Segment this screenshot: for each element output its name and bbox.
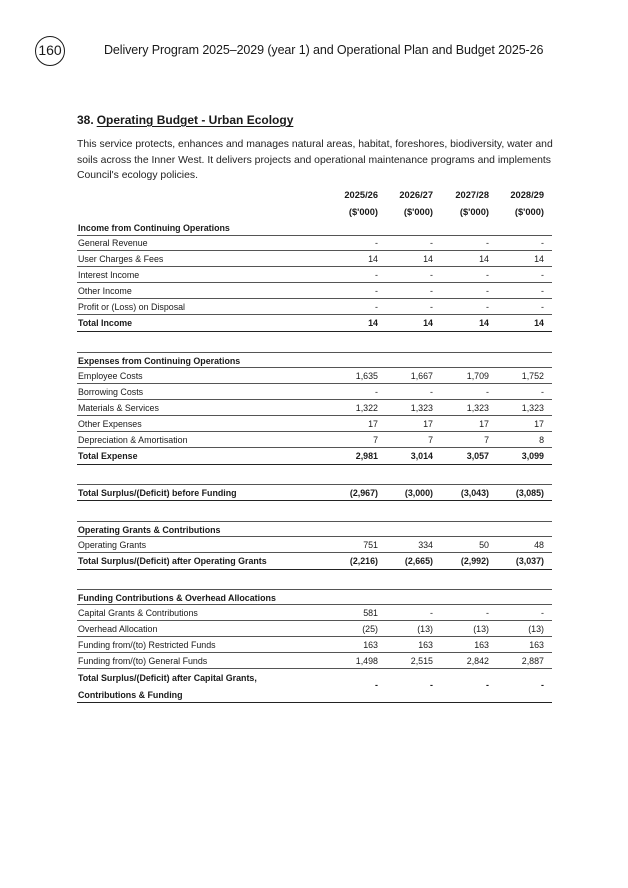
column-header-2026-27: 2026/27 ($'000)	[399, 190, 433, 217]
expenses-section-heading: Expenses from Continuing Operations	[77, 352, 552, 368]
funding-section-heading: Funding Contributions & Overhead Allocations	[77, 589, 552, 605]
table-row: Depreciation & Amortisation 7 7 7 8	[77, 432, 552, 448]
table-row: Capital Grants & Contributions 581 - - -	[77, 605, 552, 621]
table-row: Funding from/(to) General Funds 1,498 2,515 2,842 2,887	[77, 653, 552, 669]
table-row: Profit or (Loss) on Disposal - - - -	[77, 299, 552, 315]
section-title: Operating Budget - Urban Ecology	[96, 113, 294, 127]
total-expense-row: Total Expense 2,981 3,014 3,057 3,099	[77, 448, 552, 465]
table-row: General Revenue - - - -	[77, 235, 552, 251]
section-number: 38.	[77, 113, 94, 127]
grants-section-heading: Operating Grants & Contributions	[77, 521, 552, 537]
table-row: User Charges & Fees 14 14 14 14	[77, 251, 552, 267]
page-number-badge: 160	[35, 36, 65, 66]
table-row: Other Expenses 17 17 17 17	[77, 416, 552, 432]
table-row: Overhead Allocation (25) (13) (13) (13)	[77, 621, 552, 637]
column-header-2028-29: 2028/29 ($'000)	[510, 190, 544, 217]
column-header-2027-28: 2027/28 ($'000)	[455, 190, 489, 217]
table-row: Operating Grants 751 334 50 48	[77, 537, 552, 553]
table-row: Funding from/(to) Restricted Funds 163 163 163 163	[77, 637, 552, 653]
surplus-after-capital-grants-row: Total Surplus/(Deficit) after Capital Grants, Contributions & Funding - - - -	[77, 670, 552, 703]
income-section-heading: Income from Continuing Operations	[77, 220, 552, 236]
column-header-2025-26: 2025/26 ($'000)	[344, 190, 378, 217]
section-heading	[77, 113, 293, 127]
surplus-before-funding-row: Total Surplus/(Deficit) before Funding (2,967) (3,000) (3,043) (3,085)	[77, 484, 552, 501]
surplus-after-grants-row: Total Surplus/(Deficit) after Operating Grants (2,216) (2,665) (2,992) (3,037)	[77, 553, 552, 570]
table-row: Employee Costs 1,635 1,667 1,709 1,752	[77, 368, 552, 384]
document-title: Delivery Program 2025–2029 (year 1) and Operational Plan and Budget 2025-26	[104, 43, 544, 57]
table-row: Interest Income - - - -	[77, 267, 552, 283]
table-row: Other Income - - - -	[77, 283, 552, 299]
total-income-row: Total Income 14 14 14 14	[77, 315, 552, 332]
section-description: This service protects, enhances and manages natural areas, habitat, foreshores, biodiversity, water and soils across the Inner West. It delivers projects and operational maintenance programs and implements Council's ecology policies.	[77, 139, 553, 181]
page-header	[35, 34, 595, 68]
table-row: Borrowing Costs - - - -	[77, 384, 552, 400]
table-row: Materials & Services 1,322 1,323 1,323 1,323	[77, 400, 552, 416]
